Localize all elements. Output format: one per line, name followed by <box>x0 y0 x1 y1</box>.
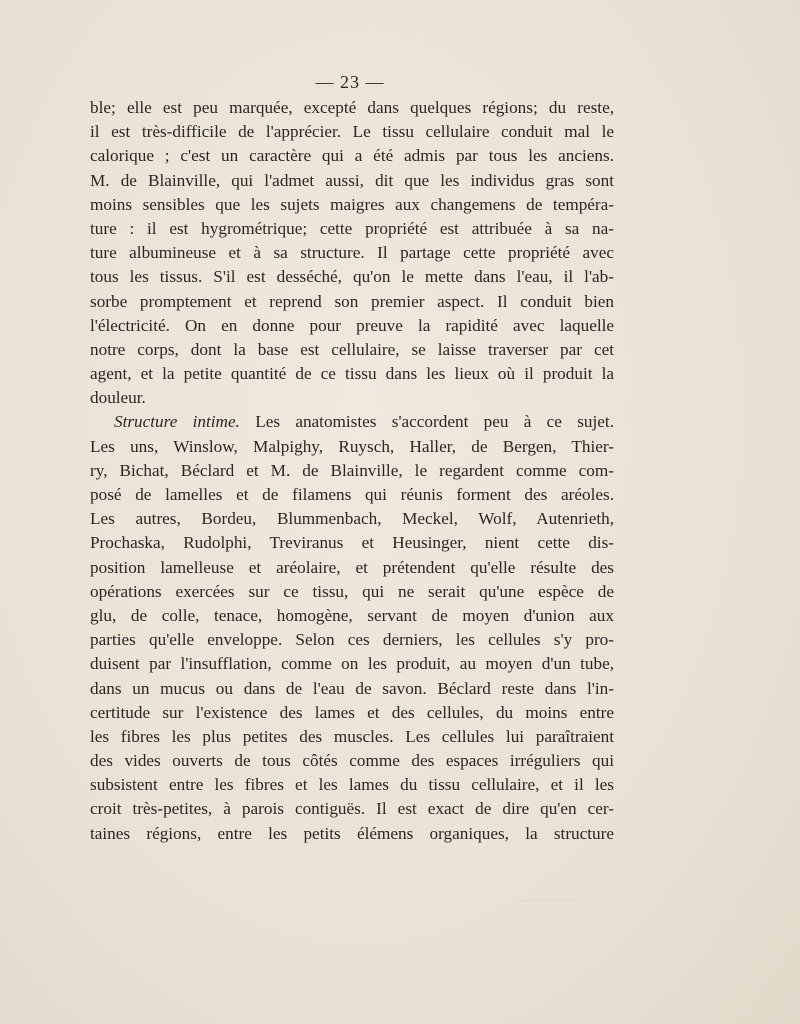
text-line: croit très-petites, à parois contiguës. Il est exact de dire qu'en cer- <box>90 799 614 819</box>
text-line: ble; elle est peu marquée, excepté dans quelques régions; du reste, <box>90 98 614 117</box>
text-line: il est très-difficile de l'apprécier. Le tissu cellulaire conduit mal le <box>90 122 614 142</box>
text-line: sorbe promptement et reprend son premier aspect. Il conduit bien <box>90 291 614 311</box>
text-line: Prochaska, Rudolphi, Treviranus et Heusinger, nient cette dis- <box>90 533 614 553</box>
text-line: calorique ; c'est un caractère qui a été admis par tous les anciens. <box>90 146 614 166</box>
section-heading: Structure intime. <box>114 412 240 432</box>
text-line: l'électricité. On en donne pour preuve la rapidité avec laquelle <box>90 315 614 335</box>
bleed-through-mark <box>520 890 580 901</box>
text-line: tous les tissus. S'il est desséché, qu'on le mette dans l'eau, il l'ab- <box>90 267 614 287</box>
body-text <box>90 96 614 846</box>
text-line: moins sensibles que les sujets maigres aux changemens de tempéra- <box>90 194 614 214</box>
text-line: position lamelleuse et aréolaire, et prétendent qu'elle résulte des <box>90 557 614 577</box>
text-span: Les anatomistes s'accordent peu à ce sujet. <box>255 412 614 432</box>
text-line: des vides ouverts de tous côtés comme des espaces irréguliers qui <box>90 751 614 771</box>
text-line: ry, Bichat, Béclard et M. de Blainville, le regardent comme com- <box>90 460 614 480</box>
text-line: notre corps, dont la base est cellulaire, se laisse traverser par cet <box>90 339 614 359</box>
text-line: posé de lamelles et de filamens qui réunis forment des aréoles. <box>90 485 614 504</box>
text-line: dans un mucus ou dans de l'eau de savon. Béclard reste dans l'in- <box>90 678 614 698</box>
structure-line <box>90 410 614 434</box>
text-line: subsistent entre les fibres et les lames du tissu cellulaire, et il les <box>90 775 614 795</box>
text-line: duisent par l'insufflation, comme on les produit, au moyen d'un tube, <box>90 654 614 674</box>
text-line: glu, de colle, tenace, homogène, servant de moyen d'union aux <box>90 605 614 625</box>
text-line: taines régions, entre les petits élémens organiques, la structure <box>90 823 614 843</box>
text-line: M. de Blainville, qui l'admet aussi, dit que les individus gras sont <box>90 170 614 190</box>
text-line: certitude sur l'existence des lames et des cellules, du moins entre <box>90 702 614 722</box>
text-line: douleur. <box>90 388 146 408</box>
text-line: ture : il est hygrométrique; cette propriété est attribuée à sa na- <box>90 218 614 238</box>
text-line: ture albumineuse et à sa structure. Il partage cette propriété avec <box>90 243 614 263</box>
text-line: Les autres, Bordeu, Blummenbach, Meckel, Wolf, Autenrieth, <box>90 509 614 529</box>
text-line: parties qu'elle enveloppe. Selon ces derniers, les cellules s'y pro- <box>90 630 614 650</box>
text-line: opérations exercées sur ce tissu, qui ne serait qu'une espèce de <box>90 581 614 601</box>
text-line: les fibres les plus petites des muscles. Les cellules lui paraîtraient <box>90 726 614 746</box>
text-line: Les uns, Winslow, Malpighy, Ruysch, Haller, de Bergen, Thier- <box>90 436 614 456</box>
page-number: — 23 — <box>315 72 385 92</box>
text-line: agent, et la petite quantité de ce tissu dans les lieux où il produit la <box>90 364 614 384</box>
